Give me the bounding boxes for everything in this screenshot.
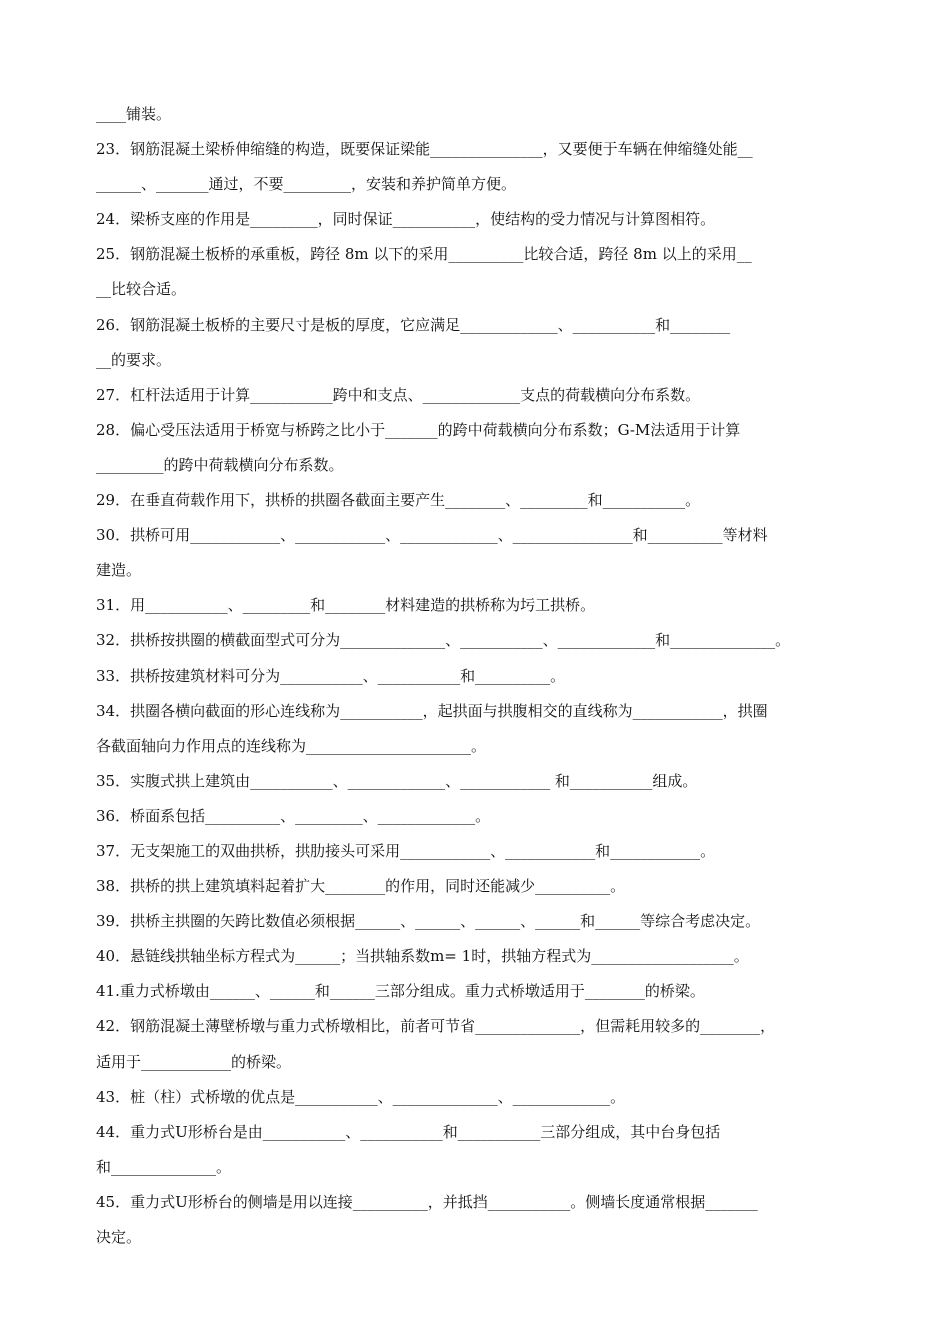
question-30-line-1: 30．拱桥可用____________、____________、_____________、________________和__________等材料 <box>96 526 768 545</box>
question-32: 32．拱桥按拱圈的横截面型式可分为______________、___________、_____________和______________。 <box>96 631 791 650</box>
question-26-line-2: __的要求。 <box>96 350 172 369</box>
question-37: 37．无支架施工的双曲拱桥，拱肋接头可采用____________、____________和____________。 <box>96 841 716 860</box>
question-40: 40．悬链线拱轴坐标方程式为______；当拱轴系数m= 1时，拱轴方程式为___________________。 <box>96 947 749 966</box>
question-28-line-1: 28．偏心受压法适用于桥宽与桥跨之比小于_______的跨中荷载横向分布系数；G-M法适用于计算 <box>96 420 741 439</box>
question-44-line-1: 44．重力式U形桥台是由___________、___________和___________三部分组成，其中台身包括 <box>96 1122 721 1141</box>
question-38: 38．拱桥的拱上建筑填料起着扩大________的作用，同时还能减少__________。 <box>96 877 626 896</box>
question-33: 33．拱桥按建筑材料可分为___________、___________和__________。 <box>96 666 566 685</box>
question-42-line-1: 42．钢筋混凝土薄壁桥墩与重力式桥墩相比，前者可节省______________，但需耗用较多的________， <box>96 1017 776 1036</box>
question-45-line-2: 决定。 <box>96 1228 142 1246</box>
question-34-line-2: 各截面轴向力作用点的连线称为______________________。 <box>96 736 487 755</box>
question-26-line-1: 26．钢筋混凝土板桥的主要尺寸是板的厚度，它应满足_____________、___________和________ <box>96 315 731 334</box>
question-28-line-2: _________的跨中荷载横向分布系数。 <box>96 455 344 474</box>
question-43: 43．桩（柱）式桥墩的优点是___________、______________、_____________。 <box>96 1087 626 1106</box>
question-23-line-2: ______、_______通过，不要_________，安装和养护简单方便。 <box>96 175 517 194</box>
text-line: ____铺装。 <box>96 105 172 123</box>
question-23-line-1: 23．钢筋混凝土梁桥伸缩缝的构造，既要保证梁能_______________，又要便于车辆在伸缩缝处能__ <box>96 140 753 159</box>
question-36: 36．桥面系包括__________、_________、_____________。 <box>96 806 491 825</box>
question-25-line-2: __比较合适。 <box>96 280 187 299</box>
document-body <box>96 100 866 1258</box>
question-42-line-2: 适用于____________的桥梁。 <box>96 1052 292 1071</box>
question-24: 24．梁桥支座的作用是_________，同时保证___________，使结构的受力情况与计算图相符。 <box>96 210 716 229</box>
question-39: 39．拱桥主拱圈的矢跨比数值必须根据______、______、______、______和______等综合考虑决定。 <box>96 912 761 931</box>
question-44-line-2: 和______________。 <box>96 1157 232 1176</box>
question-25-line-1: 25．钢筋混凝土板桥的承重板，跨径 8m 以下的采用__________比较合适，跨径 8m 以上的采用__ <box>96 245 752 264</box>
question-29: 29．在垂直荷载作用下，拱桥的拱圈各截面主要产生________、_________和___________。 <box>96 491 701 510</box>
question-30-line-2: 建造。 <box>96 561 142 580</box>
question-45-line-1: 45．重力式U形桥台的侧墙是用以连接__________，并抵挡___________。侧墙长度通常根据_______ <box>96 1192 758 1211</box>
question-41: 41.重力式桥墩由______、______和______三部分组成。重力式桥墩适用于________的桥梁。 <box>96 982 705 1001</box>
question-35: 35．实腹式拱上建筑由___________、_____________、____________ 和___________组成。 <box>96 771 698 790</box>
question-34-line-1: 34．拱圈各横向截面的形心连线称为___________，起拱面与拱腹相交的直线称为____________，拱圈 <box>96 701 768 720</box>
question-27: 27．杠杆法适用于计算___________跨中和支点、_____________支点的荷载横向分布系数。 <box>96 385 701 404</box>
question-31: 31．用___________、_________和________材料建造的拱桥称为圬工拱桥。 <box>96 596 596 615</box>
